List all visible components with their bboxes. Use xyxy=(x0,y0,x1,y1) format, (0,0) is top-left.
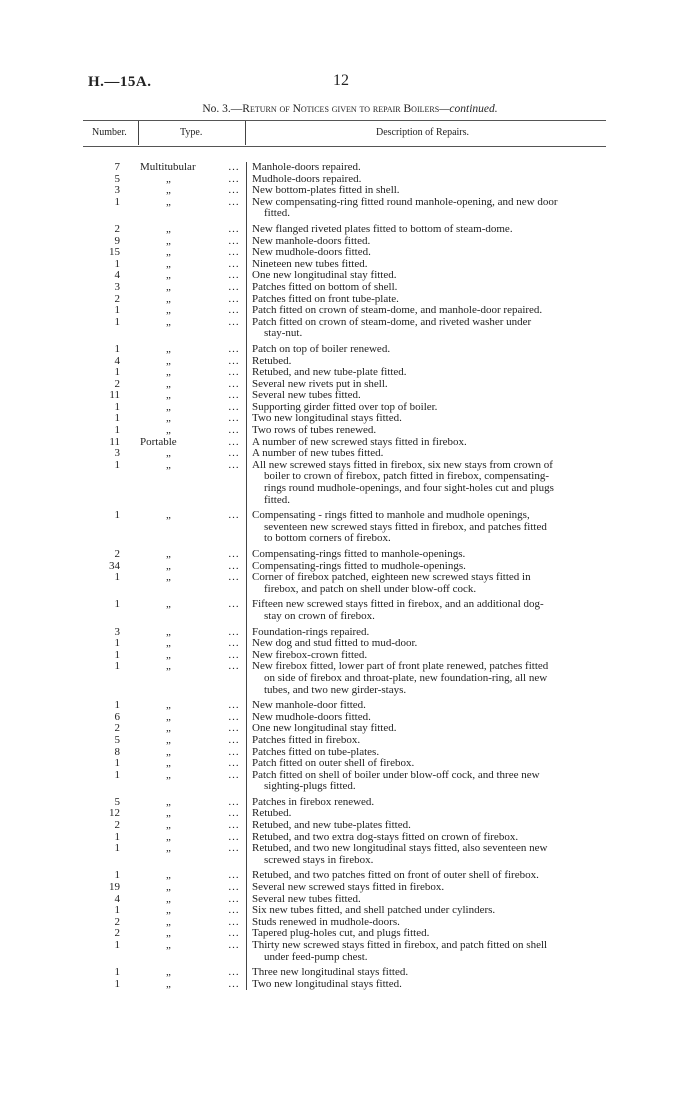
leader-dots: ... xyxy=(228,722,240,735)
leader-dots: ... xyxy=(228,648,240,661)
row-number: 1 xyxy=(114,939,120,951)
caption-prefix: No. 3.— xyxy=(202,103,243,115)
leader-dots: ... xyxy=(228,637,240,650)
row-number: 1 xyxy=(114,304,120,317)
row-number: 1 xyxy=(114,977,120,990)
description-line: Studs renewed in mudhole-doors. xyxy=(252,915,400,928)
description-line: Several new tubes fitted. xyxy=(252,892,361,905)
leader-dots: ... xyxy=(228,246,240,259)
row-description xyxy=(246,882,606,894)
row-type: „ xyxy=(166,377,171,390)
leader-dots: ... xyxy=(228,869,240,882)
leader-dots: ... xyxy=(228,966,240,979)
row-number: 1 xyxy=(114,366,120,379)
row-description xyxy=(246,940,606,963)
description-line: All new screwed stays fitted in firebox, six new stays from crown of xyxy=(252,458,553,471)
leader-dots: ... xyxy=(228,892,240,905)
table-row xyxy=(0,197,700,220)
description-line: Several new tubes fitted. xyxy=(252,389,361,402)
table-row xyxy=(0,549,700,561)
description-line: Several new rivets put in shell. xyxy=(252,377,388,390)
row-type: „ xyxy=(166,571,171,584)
leader-dots: ... xyxy=(228,257,240,270)
description-line: Compensating-rings fitted to mudhole-openings. xyxy=(252,559,466,572)
row-type: „ xyxy=(166,757,171,770)
row-type: „ xyxy=(166,509,171,522)
description-line: A number of new tubes fitted. xyxy=(252,447,384,460)
leader-dots: ... xyxy=(228,927,240,940)
row-type: „ xyxy=(166,598,171,611)
leader-dots: ... xyxy=(228,904,240,917)
description-line: firebox, and patch on shell under blow-off cock. xyxy=(264,582,477,595)
leader-dots: ... xyxy=(228,571,240,584)
table-row xyxy=(0,572,700,595)
table-row xyxy=(0,797,700,809)
row-number: 1 xyxy=(114,842,120,855)
description-line: under feed-pump chest. xyxy=(264,950,368,963)
leader-dots: ... xyxy=(228,435,240,448)
row-type: „ xyxy=(166,939,171,951)
row-type: „ xyxy=(166,927,171,940)
description-line: Nineteen new tubes fitted. xyxy=(252,257,368,270)
row-number: 5 xyxy=(114,795,120,808)
description-line: Three new longitudinal stays fitted. xyxy=(252,966,409,979)
leader-dots: ... xyxy=(228,195,240,208)
description-line: rings round mudhole-openings, and four sight-holes cut and plugs xyxy=(264,482,554,495)
document-reference: H.—15A. xyxy=(88,74,152,90)
leader-dots: ... xyxy=(228,939,240,951)
description-line: Corner of firebox patched, eighteen new screwed stays fitted in xyxy=(252,571,531,584)
repairs-table-body xyxy=(0,162,700,990)
row-description xyxy=(246,820,606,832)
table-caption xyxy=(0,103,700,115)
row-description xyxy=(246,162,606,174)
leader-dots: ... xyxy=(228,389,240,402)
leader-dots: ... xyxy=(228,598,240,611)
leader-dots: ... xyxy=(228,377,240,390)
row-number: 1 xyxy=(114,699,120,712)
row-description xyxy=(246,599,606,622)
row-description xyxy=(246,247,606,259)
leader-dots: ... xyxy=(228,447,240,460)
row-number: 11 xyxy=(109,435,120,448)
description-line: Two rows of tubes renewed. xyxy=(252,424,377,437)
description-line: Retubed, and two extra dog-stays fitted on crown of firebox. xyxy=(252,830,519,843)
row-number: 1 xyxy=(114,195,120,208)
row-type: „ xyxy=(166,389,171,402)
description-line: stay-nut. xyxy=(264,327,303,340)
row-number: 1 xyxy=(114,757,120,770)
row-description xyxy=(246,367,606,379)
caption-suffix: —continued. xyxy=(439,103,498,115)
leader-dots: ... xyxy=(228,161,240,173)
table-row xyxy=(0,638,700,650)
row-number: 3 xyxy=(114,625,120,638)
row-number: 1 xyxy=(114,412,120,425)
row-type: „ xyxy=(166,269,171,282)
table-row xyxy=(0,224,700,236)
row-number: 4 xyxy=(114,892,120,905)
row-description xyxy=(246,572,606,595)
row-type: „ xyxy=(166,342,171,355)
row-number: 2 xyxy=(114,548,120,560)
leader-dots: ... xyxy=(228,768,240,781)
leader-dots: ... xyxy=(228,881,240,894)
table-row xyxy=(0,344,700,356)
leader-dots: ... xyxy=(228,184,240,197)
leader-dots: ... xyxy=(228,819,240,832)
leader-dots: ... xyxy=(228,269,240,282)
leader-dots: ... xyxy=(228,458,240,471)
leader-dots: ... xyxy=(228,625,240,638)
leader-dots: ... xyxy=(228,699,240,712)
description-line: fitted. xyxy=(264,493,290,506)
description-line: Patch fitted on outer shell of firebox. xyxy=(252,757,415,770)
table-row xyxy=(0,979,700,991)
row-description xyxy=(246,282,606,294)
leader-dots: ... xyxy=(228,757,240,770)
row-type: „ xyxy=(166,881,171,894)
table-row xyxy=(0,735,700,747)
leader-dots: ... xyxy=(228,366,240,379)
description-line: Several new screwed stays fitted in firebox. xyxy=(252,881,445,894)
row-number: 2 xyxy=(114,915,120,928)
row-number: 3 xyxy=(114,447,120,460)
table-row xyxy=(0,599,700,622)
description-line: Patch fitted on crown of steam-dome, and riveted washer under xyxy=(252,315,532,328)
row-number: 1 xyxy=(114,637,120,650)
row-type: „ xyxy=(166,458,171,471)
row-type: „ xyxy=(166,184,171,197)
row-number: 1 xyxy=(114,830,120,843)
leader-dots: ... xyxy=(228,660,240,673)
description-line: One new longitudinal stay fitted. xyxy=(252,269,397,282)
row-type: „ xyxy=(166,733,171,746)
leader-dots: ... xyxy=(228,234,240,247)
description-line: Patch fitted on shell of boiler under blow-off cock, and three new xyxy=(252,768,540,781)
leader-dots: ... xyxy=(228,807,240,820)
row-type: „ xyxy=(166,904,171,917)
description-line: stay on crown of firebox. xyxy=(264,609,375,622)
table-row xyxy=(0,758,700,770)
row-type: „ xyxy=(166,447,171,460)
row-number: 1 xyxy=(114,966,120,979)
row-description xyxy=(246,305,606,317)
row-type: „ xyxy=(166,172,171,185)
row-description xyxy=(246,843,606,866)
row-number: 34 xyxy=(109,559,120,572)
row-type: „ xyxy=(166,366,171,379)
description-line: Retubed, and new tube-plate fitted. xyxy=(252,366,407,379)
description-line: to bottom corners of firebox. xyxy=(264,532,391,545)
row-description xyxy=(246,770,606,793)
row-description xyxy=(246,510,606,545)
row-description xyxy=(246,700,606,712)
description-line: on side of firebox and throat-plate, new foundation-ring, all new xyxy=(264,671,548,684)
header-divider-1 xyxy=(138,121,139,145)
row-number: 8 xyxy=(114,745,120,758)
row-description xyxy=(246,797,606,809)
row-type: „ xyxy=(166,315,171,328)
leader-dots: ... xyxy=(228,315,240,328)
row-number: 4 xyxy=(114,354,120,367)
description-line: screwed stays in firebox. xyxy=(264,853,374,866)
table-row xyxy=(0,510,700,545)
table-row xyxy=(0,367,700,379)
description-line: One new longitudinal stay fitted. xyxy=(252,722,397,735)
row-description xyxy=(246,317,606,340)
table-row xyxy=(0,843,700,866)
row-type: „ xyxy=(166,660,171,673)
row-type: „ xyxy=(166,892,171,905)
table-row xyxy=(0,247,700,259)
description-line: Two new longitudinal stays fitted. xyxy=(252,977,402,990)
leader-dots: ... xyxy=(228,915,240,928)
description-line: New flanged riveted plates fitted to bottom of steam-dome. xyxy=(252,222,513,235)
leader-dots: ... xyxy=(228,977,240,990)
description-line: Foundation-rings repaired. xyxy=(252,625,370,638)
table-row xyxy=(0,882,700,894)
row-number: 2 xyxy=(114,722,120,735)
header-bottom-rule xyxy=(83,146,606,147)
description-line: New firebox fitted, lower part of front plate renewed, patches fitted xyxy=(252,660,549,673)
leader-dots: ... xyxy=(228,304,240,317)
row-description xyxy=(246,549,606,561)
leader-dots: ... xyxy=(228,548,240,560)
description-line: Compensating-rings fitted to manhole-openings. xyxy=(252,548,466,560)
description-line: Six new tubes fitted, and shell patched under cylinders. xyxy=(252,904,496,917)
description-line: New manhole-doors fitted. xyxy=(252,234,371,247)
row-type: „ xyxy=(166,842,171,855)
row-type: „ xyxy=(166,424,171,437)
row-description xyxy=(246,661,606,696)
description-line: New dog and stud fitted to mud-door. xyxy=(252,637,418,650)
description-line: Fifteen new screwed stays fitted in firebox, and an additional dog- xyxy=(252,598,544,611)
leader-dots: ... xyxy=(228,354,240,367)
row-number: 1 xyxy=(114,342,120,355)
row-type: „ xyxy=(166,977,171,990)
row-number: 1 xyxy=(114,904,120,917)
description-line: Retubed, and two new longitudinal stays fitted, also seventeen new xyxy=(252,842,548,855)
row-number: 6 xyxy=(114,710,120,723)
table-row xyxy=(0,305,700,317)
row-number: 1 xyxy=(114,400,120,413)
description-line: Patches in firebox renewed. xyxy=(252,795,375,808)
row-number: 1 xyxy=(114,598,120,611)
header-divider-2 xyxy=(245,121,246,145)
table-row xyxy=(0,940,700,963)
row-number: 2 xyxy=(114,819,120,832)
row-type: Portable xyxy=(140,435,177,448)
leader-dots: ... xyxy=(228,745,240,758)
table-row xyxy=(0,460,700,506)
row-type: „ xyxy=(166,722,171,735)
description-line: boiler to crown of firebox, patch fitted in firebox, compensating- xyxy=(264,470,549,483)
description-line: Retubed, and two patches fitted on front of outer shell of firebox. xyxy=(252,869,539,882)
leader-dots: ... xyxy=(228,710,240,723)
description-line: New mudhole-doors fitted. xyxy=(252,246,371,259)
row-type: „ xyxy=(166,795,171,808)
table-row xyxy=(0,661,700,696)
row-number: 12 xyxy=(109,807,120,820)
row-number: 2 xyxy=(114,927,120,940)
description-line: Retubed. xyxy=(252,807,292,820)
description-line: Patch fitted on crown of steam-dome, and manhole-door repaired. xyxy=(252,304,543,317)
row-description xyxy=(246,224,606,236)
description-line: Manhole-doors repaired. xyxy=(252,161,361,173)
description-line: Patches fitted on tube-plates. xyxy=(252,745,380,758)
row-number: 2 xyxy=(114,377,120,390)
row-type: „ xyxy=(166,710,171,723)
leader-dots: ... xyxy=(228,280,240,293)
description-line: Patches fitted on front tube-plate. xyxy=(252,292,399,305)
leader-dots: ... xyxy=(228,733,240,746)
row-number: 1 xyxy=(114,257,120,270)
row-number: 1 xyxy=(114,648,120,661)
row-number: 5 xyxy=(114,172,120,185)
row-type: „ xyxy=(166,234,171,247)
leader-dots: ... xyxy=(228,412,240,425)
column-header-number: Number. xyxy=(92,127,127,138)
row-type: „ xyxy=(166,648,171,661)
description-line: Patches fitted in firebox. xyxy=(252,733,361,746)
leader-dots: ... xyxy=(228,222,240,235)
row-description xyxy=(246,344,606,356)
row-number: 1 xyxy=(114,571,120,584)
table-row xyxy=(0,700,700,712)
table-row xyxy=(0,770,700,793)
row-number: 3 xyxy=(114,184,120,197)
leader-dots: ... xyxy=(228,342,240,355)
leader-dots: ... xyxy=(228,400,240,413)
description-line: Tapered plug-holes cut, and plugs fitted. xyxy=(252,927,430,940)
row-type: „ xyxy=(166,354,171,367)
row-description xyxy=(246,758,606,770)
row-number: 1 xyxy=(114,869,120,882)
row-description xyxy=(246,197,606,220)
row-type: „ xyxy=(166,559,171,572)
row-type: „ xyxy=(166,280,171,293)
row-type: Multitubular xyxy=(140,161,196,173)
row-type: „ xyxy=(166,915,171,928)
description-line: Two new longitudinal stays fitted. xyxy=(252,412,402,425)
row-number: 11 xyxy=(109,389,120,402)
row-number: 9 xyxy=(114,234,120,247)
row-type: „ xyxy=(166,548,171,560)
row-description xyxy=(246,979,606,991)
row-type: „ xyxy=(166,699,171,712)
row-type: „ xyxy=(166,768,171,781)
row-number: 1 xyxy=(114,660,120,673)
row-type: „ xyxy=(166,625,171,638)
description-line: Patch on top of boiler renewed. xyxy=(252,342,391,355)
description-line: New mudhole-doors fitted. xyxy=(252,710,371,723)
table-row xyxy=(0,425,700,437)
leader-dots: ... xyxy=(228,509,240,522)
description-line: New manhole-door fitted. xyxy=(252,699,366,712)
row-number: 1 xyxy=(114,458,120,471)
row-type: „ xyxy=(166,257,171,270)
description-line: New bottom-plates fitted in shell. xyxy=(252,184,400,197)
table-row xyxy=(0,820,700,832)
leader-dots: ... xyxy=(228,559,240,572)
description-line: New firebox-crown fitted. xyxy=(252,648,368,661)
row-number: 1 xyxy=(114,424,120,437)
row-number: 2 xyxy=(114,222,120,235)
row-number: 1 xyxy=(114,768,120,781)
row-type: „ xyxy=(166,745,171,758)
table-row xyxy=(0,282,700,294)
column-header-description: Description of Repairs. xyxy=(376,127,470,138)
row-type: „ xyxy=(166,246,171,259)
description-line: A number of new screwed stays fitted in firebox. xyxy=(252,435,467,448)
table-row xyxy=(0,162,700,174)
row-type: „ xyxy=(166,807,171,820)
leader-dots: ... xyxy=(228,292,240,305)
row-number: 4 xyxy=(114,269,120,282)
row-number: 1 xyxy=(114,315,120,328)
description-line: fitted. xyxy=(264,207,290,220)
description-line: Retubed. xyxy=(252,354,292,367)
row-type: „ xyxy=(166,222,171,235)
description-line: Compensating - rings fitted to manhole and mudhole openings, xyxy=(252,509,530,522)
row-number: 5 xyxy=(114,733,120,746)
row-description xyxy=(246,735,606,747)
description-line: Patches fitted on bottom of shell. xyxy=(252,280,398,293)
table-row xyxy=(0,317,700,340)
description-line: New compensating-ring fitted round manhole-opening, and new door xyxy=(252,195,558,208)
leader-dots: ... xyxy=(228,842,240,855)
row-type: „ xyxy=(166,819,171,832)
description-line: Supporting girder fitted over top of boiler. xyxy=(252,400,438,413)
row-description xyxy=(246,638,606,650)
row-type: „ xyxy=(166,966,171,979)
row-type: „ xyxy=(166,830,171,843)
row-type: „ xyxy=(166,637,171,650)
caption-title: Return of Notices given to repair Boilers xyxy=(242,103,440,115)
row-type: „ xyxy=(166,400,171,413)
leader-dots: ... xyxy=(228,424,240,437)
leader-dots: ... xyxy=(228,830,240,843)
row-number: 2 xyxy=(114,292,120,305)
leader-dots: ... xyxy=(228,172,240,185)
table-top-rule xyxy=(83,120,606,121)
column-header-type: Type. xyxy=(180,127,203,138)
row-number: 3 xyxy=(114,280,120,293)
row-number: 15 xyxy=(109,246,120,259)
row-number: 19 xyxy=(109,881,120,894)
description-line: Mudhole-doors repaired. xyxy=(252,172,362,185)
description-line: tubes, and two new girder-stays. xyxy=(264,683,407,696)
row-type: „ xyxy=(166,304,171,317)
description-line: Thirty new screwed stays fitted in firebox, and patch fitted on shell xyxy=(252,939,548,951)
page-number: 12 xyxy=(333,72,349,89)
row-description xyxy=(246,460,606,506)
row-number: 7 xyxy=(114,161,120,173)
row-type: „ xyxy=(166,869,171,882)
row-type: „ xyxy=(166,195,171,208)
description-line: Retubed, and new tube-plates fitted. xyxy=(252,819,411,832)
row-description xyxy=(246,425,606,437)
description-line: seventeen new screwed stays fitted in firebox, and patches fitted xyxy=(264,520,547,533)
description-line: sighting-plugs fitted. xyxy=(264,780,356,793)
row-type: „ xyxy=(166,292,171,305)
leader-dots: ... xyxy=(228,795,240,808)
row-type: „ xyxy=(166,412,171,425)
row-number: 1 xyxy=(114,509,120,522)
